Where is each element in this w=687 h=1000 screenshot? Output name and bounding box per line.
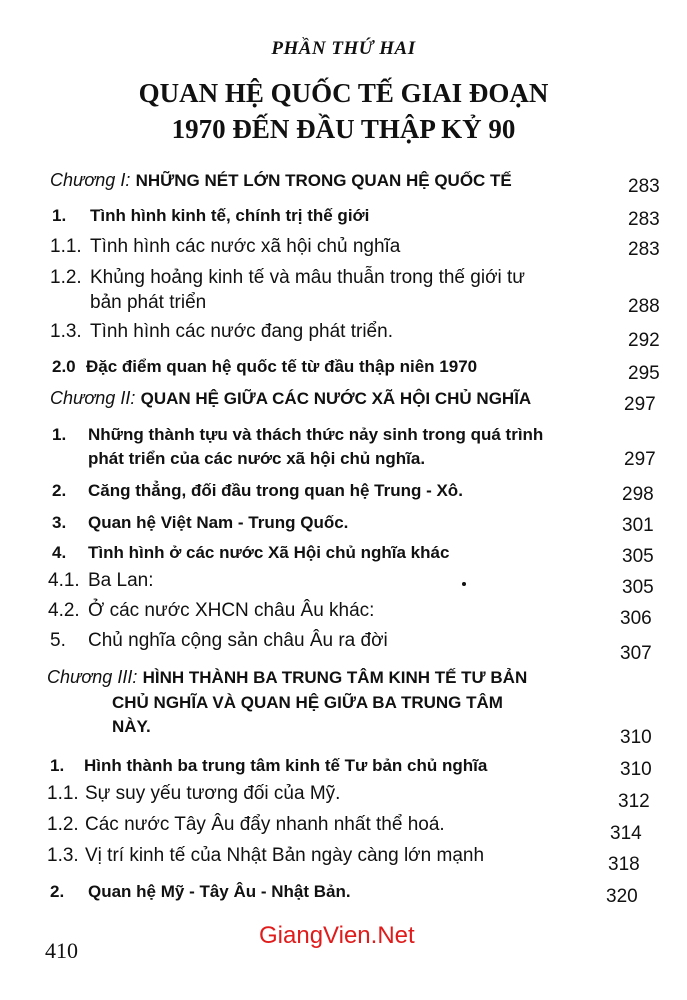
part-label: PHẦN THỨ HAI [271, 38, 416, 59]
entry-page: 307 [620, 643, 652, 664]
chapter-title-line-3: NÀY. [112, 717, 151, 736]
toc-entry [52, 425, 543, 445]
entry-text: Sự suy yếu tương đối của Mỹ. [85, 783, 341, 804]
toc-entry [52, 513, 348, 533]
entry-page: 314 [610, 823, 642, 844]
entry-page: 297 [624, 449, 656, 470]
entry-text: Các nước Tây Âu đẩy nhanh nhất thể hoá. [85, 814, 445, 835]
entry-text: Quan hệ Việt Nam - Trung Quốc. [88, 513, 349, 532]
entry-page: 305 [622, 546, 654, 567]
toc-entry [52, 357, 477, 377]
entry-page: 292 [628, 330, 660, 351]
entry-number: 2.0 [52, 357, 76, 376]
entry-text: Tình hình kinh tế, chính trị thế giới [90, 206, 370, 225]
toc-entry-continuation [90, 292, 206, 314]
toc-entry [52, 206, 369, 226]
watermark: GiangVien.Net [259, 922, 415, 949]
entry-page: 283 [628, 209, 660, 230]
entry-number: 2. [50, 882, 65, 901]
chapter-title: NHỮNG NÉT LỚN TRONG QUAN HỆ QUỐC TẾ [135, 171, 512, 190]
entry-number: 5. [50, 630, 66, 651]
chapter-1-page: 283 [628, 176, 660, 197]
stray-dot [462, 582, 466, 586]
entry-text: Vị trí kinh tế của Nhật Bản ngày càng lớn mạnh [85, 845, 485, 866]
entry-number: 2. [52, 481, 67, 500]
chapter-label: Chương III: [47, 667, 138, 687]
entry-text: Quan hệ Mỹ - Tây Âu - Nhật Bản. [88, 882, 351, 901]
toc-entry [50, 882, 351, 902]
entry-number: 1. [52, 425, 67, 444]
entry-text: bản phát triển [90, 292, 207, 313]
chapter-3-heading [47, 667, 527, 689]
toc-entry [52, 481, 463, 501]
entry-number: 1.1. [47, 783, 79, 804]
entry-number: 4.2. [48, 600, 80, 621]
chapter-2-heading [50, 388, 531, 410]
entry-text: Những thành tựu và thách thức nảy sinh trong quá trình [88, 425, 544, 444]
entry-page: 318 [608, 854, 640, 875]
entry-text: Hình thành ba trung tâm kinh tế Tư bản chủ nghĩa [84, 756, 488, 775]
chapter-title-line-2: CHỦ NGHĨA VÀ QUAN HỆ GIỮA BA TRUNG TÂM [112, 693, 503, 712]
chapter-3-page: 310 [620, 727, 652, 748]
toc-entry [47, 845, 484, 867]
toc-entry [50, 756, 487, 776]
entry-number: 1.2. [47, 814, 79, 835]
entry-number: 1.3. [50, 321, 82, 342]
entry-text: phát triển của các nước xã hội chủ nghĩa. [88, 449, 426, 468]
entry-page: 312 [618, 791, 650, 812]
toc-entry [52, 543, 449, 563]
chapter-label: Chương I: [50, 170, 131, 190]
entry-text: Ba Lan: [88, 570, 154, 591]
entry-page: 310 [620, 759, 652, 780]
entry-number: 4.1. [48, 570, 80, 591]
toc-entry [50, 236, 400, 258]
entry-text: Tình hình ở các nước Xã Hội chủ nghĩa khác [88, 543, 450, 562]
toc-entry [50, 321, 393, 343]
toc-entry [50, 267, 525, 289]
toc-entry [47, 783, 340, 805]
entry-text: Đặc điểm quan hệ quốc tế từ đầu thập niên 1970 [86, 357, 478, 376]
chapter-2-page: 297 [624, 394, 656, 415]
entry-text: Chủ nghĩa cộng sản châu Âu ra đời [88, 630, 388, 651]
entry-page: 301 [622, 515, 654, 536]
entry-number: 3. [52, 513, 67, 532]
page-number: 410 [45, 938, 78, 963]
toc-entry [47, 814, 445, 836]
chapter-title: HÌNH THÀNH BA TRUNG TÂM KINH TẾ TƯ BẢN [142, 668, 528, 687]
toc-entry [50, 630, 388, 652]
entry-text: Căng thẳng, đối đầu trong quan hệ Trung - Xô. [88, 481, 463, 500]
entry-number: 1. [50, 756, 65, 775]
chapter-label: Chương II: [50, 388, 136, 408]
entry-page: 288 [628, 296, 660, 317]
toc-entry [48, 570, 154, 592]
entry-page: 320 [606, 886, 638, 907]
entry-page: 298 [622, 484, 654, 505]
page-title-line-1: QUAN HỆ QUỐC TẾ GIAI ĐOẠN [138, 78, 549, 108]
chapter-1-heading [50, 170, 512, 192]
chapter-title: QUAN HỆ GIỮA CÁC NƯỚC XÃ HỘI CHỦ NGHĨA [140, 389, 532, 408]
entry-number: 1.2. [50, 267, 82, 288]
entry-page: 295 [628, 363, 660, 384]
toc-entry [48, 600, 374, 622]
entry-number: 1.1. [50, 236, 82, 257]
toc-entry-continuation [88, 449, 425, 469]
entry-text: Khủng hoảng kinh tế và mâu thuẫn trong thế giới tư [90, 267, 526, 288]
chapter-3-title-continued [112, 717, 151, 737]
entry-number: 4. [52, 543, 67, 562]
entry-page: 283 [628, 239, 660, 260]
entry-text: Tình hình các nước đang phát triển. [90, 321, 393, 342]
entry-text: Tình hình các nước xã hội chủ nghĩa [90, 236, 401, 257]
page-title-line-2: 1970 ĐẾN ĐẦU THẬP KỶ 90 [171, 114, 516, 144]
chapter-3-title-continued [112, 693, 503, 713]
entry-page: 305 [622, 577, 654, 598]
entry-page: 306 [620, 608, 652, 629]
entry-text: Ở các nước XHCN châu Âu khác: [88, 600, 375, 621]
entry-number: 1.3. [47, 845, 79, 866]
entry-number: 1. [52, 206, 67, 225]
